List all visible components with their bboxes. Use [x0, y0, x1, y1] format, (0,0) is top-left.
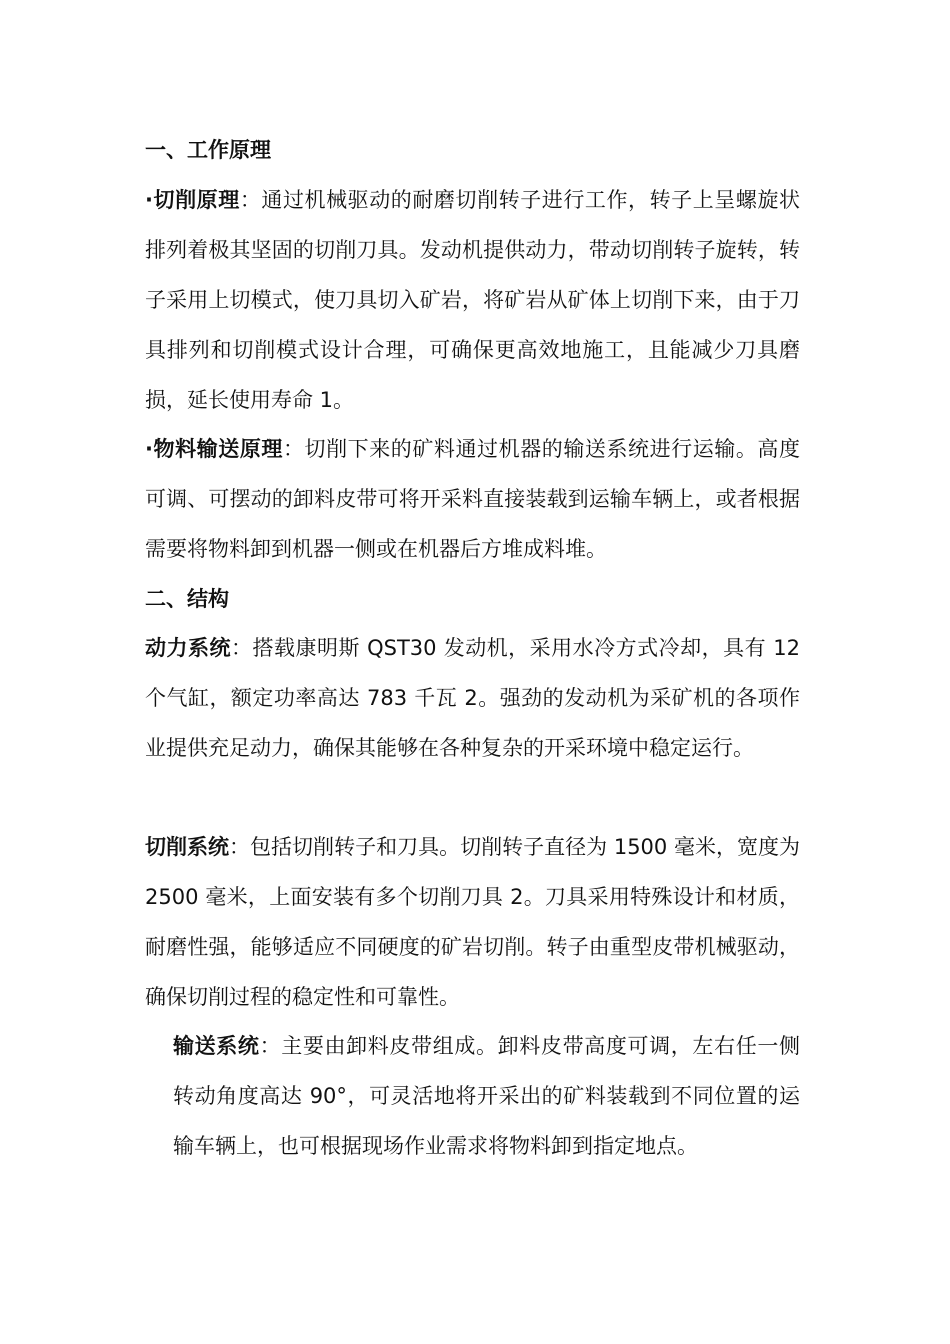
term-cutting-principle: ·切削原理	[145, 188, 240, 212]
text-power-system: ：搭载康明斯 QST30 发动机，采用水冷方式冷却，具有 12 个气缸，额定功率高达 783 千瓦 2。强劲的发动机为采矿机的各项作业提供充足动力，确保其能够在各种复杂的开采环境中稳定运行。	[145, 636, 801, 760]
term-conveying-system: 输送系统	[173, 1034, 260, 1058]
paragraph-cutting-system	[145, 822, 800, 1022]
section-heading-structure: 二、结构	[145, 587, 229, 611]
term-material-conveying-principle: ·物料输送原理	[145, 437, 283, 461]
paragraph-material-conveying-principle	[145, 424, 800, 574]
term-power-system: 动力系统	[145, 636, 231, 660]
section-heading-working-principle: 一、工作原理	[145, 138, 271, 162]
term-cutting-system: 切削系统	[145, 835, 230, 859]
paragraph-cutting-principle	[145, 175, 800, 425]
text-material-conveying-principle: ：切削下来的矿料通过机器的输送系统进行运输。高度可调、可摆动的卸料皮带可将开采料直接装载到运输车辆上，或者根据需要将物料卸到机器一侧或在机器后方堆成料堆。	[145, 437, 800, 561]
paragraph-power-system	[145, 623, 800, 773]
text-cutting-principle: ：通过机械驱动的耐磨切削转子进行工作，转子上呈螺旋状排列着极其坚固的切削刀具。发动机提供动力，带动切削转子旋转，转子采用上切模式，使刀具切入矿岩，将矿岩从矿体上切削下来，由于刀具排列和切削模式设计合理，可确保更高效地施工，且能减少刀具磨损，延长使用寿命 1。	[145, 188, 801, 412]
paragraph-conveying-system	[173, 1021, 800, 1171]
text-cutting-system: ：包括切削转子和刀具。切削转子直径为 1500 毫米，宽度为 2500 毫米，上面安装有多个切削刀具 2。刀具采用特殊设计和材质，耐磨性强，能够适应不同硬度的矿岩切削。转子由重型皮带机械驱动，确保切削过程的稳定性和可靠性。	[145, 835, 800, 1009]
text-conveying-system: ：主要由卸料皮带组成。卸料皮带高度可调，左右任一侧转动角度高达 90°，可灵活地将开采出的矿料装载到不同位置的运输车辆上，也可根据现场作业需求将物料卸到指定地点。	[173, 1034, 801, 1158]
